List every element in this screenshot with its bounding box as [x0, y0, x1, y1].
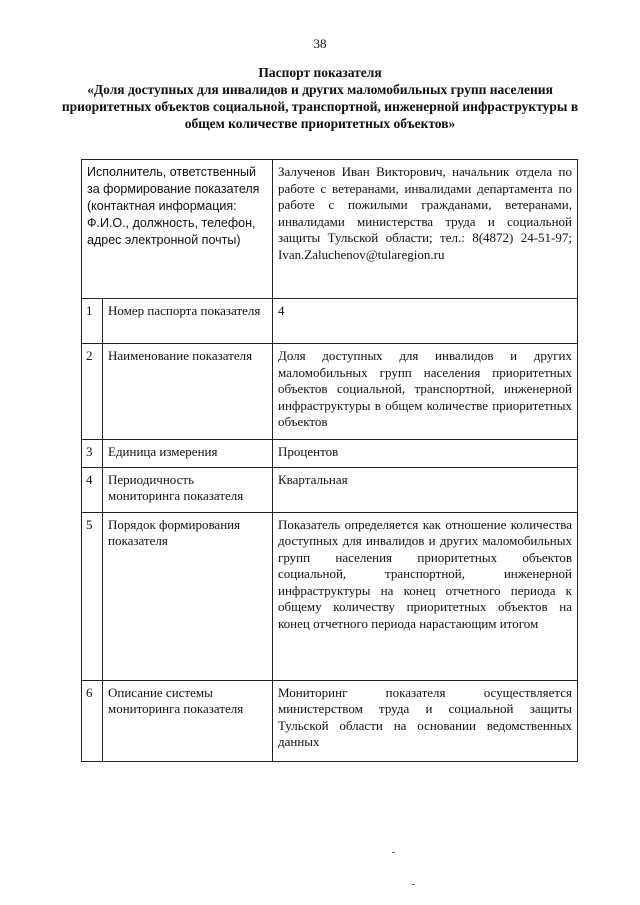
page-number: 38	[313, 36, 327, 51]
row-value: Доля доступных для инвалидов и других маломобильных групп населения приоритетных объектов социальной, транспортной, инженерной инфраструктуры в общем количестве приоритетных объектов	[273, 344, 578, 440]
row-value: Мониторинг показателя осуществляется министерством труда и социальной защиты Тульской области на основании ведомственных данных	[273, 680, 578, 761]
table-row-executor	[82, 160, 578, 299]
row-number: 6	[82, 680, 103, 761]
table-row	[82, 440, 578, 468]
row-label: Единица измерения	[103, 440, 273, 468]
row-label: Наименование показателя	[103, 344, 273, 440]
row-value: Квартальная	[273, 467, 578, 512]
table-row	[82, 344, 578, 440]
indicator-passport-table	[81, 159, 578, 762]
row-value: Показатель определяется как отношение количества доступных для инвалидов и других маломобильных групп населения приоритетных объектов социальной, транспортной, инженерной инфраструктуры на конец отчетного периода к общему количеству приоритетных объектов на конец отчетного периода нарастающим итогом	[273, 512, 578, 680]
title-line-1: Паспорт показателя	[258, 65, 382, 80]
row-label: Порядок формирования показателя	[103, 512, 273, 680]
row-label: Периодичность мониторинга показателя	[103, 467, 273, 512]
document-title	[60, 64, 580, 132]
table-row	[82, 512, 578, 680]
table-row	[82, 299, 578, 344]
executor-label: Исполнитель, ответственный за формирование показателя (контактная информация: Ф.И.О., должность, телефон, адрес электронной почты)	[82, 160, 273, 299]
row-number: 5	[82, 512, 103, 680]
table-row	[82, 467, 578, 512]
scan-speck	[392, 852, 395, 853]
row-value: 4	[273, 299, 578, 344]
row-label: Номер паспорта показателя	[103, 299, 273, 344]
row-number: 3	[82, 440, 103, 468]
executor-value: Залученов Иван Викторович, начальник отдела по работе с ветеранами, инвалидами департамента по работе с пожилыми гражданами, ветеранами, инвалидами министерства труда и социальной защиты Тульской области; тел.: 8(4872) 24-51-97; Ivan.Zaluchenov@tularegion.ru	[273, 160, 578, 299]
row-label: Описание системы мониторинга показателя	[103, 680, 273, 761]
table-row	[82, 680, 578, 761]
scan-speck	[412, 884, 415, 885]
row-value: Процентов	[273, 440, 578, 468]
title-line-2: «Доля доступных для инвалидов и других маломобильных групп населения приоритетных объектов социальной, транспортной, инженерной инфраструктуры в общем количестве приоритетных объектов»	[61, 82, 579, 131]
row-number: 1	[82, 299, 103, 344]
row-number: 4	[82, 467, 103, 512]
row-number: 2	[82, 344, 103, 440]
